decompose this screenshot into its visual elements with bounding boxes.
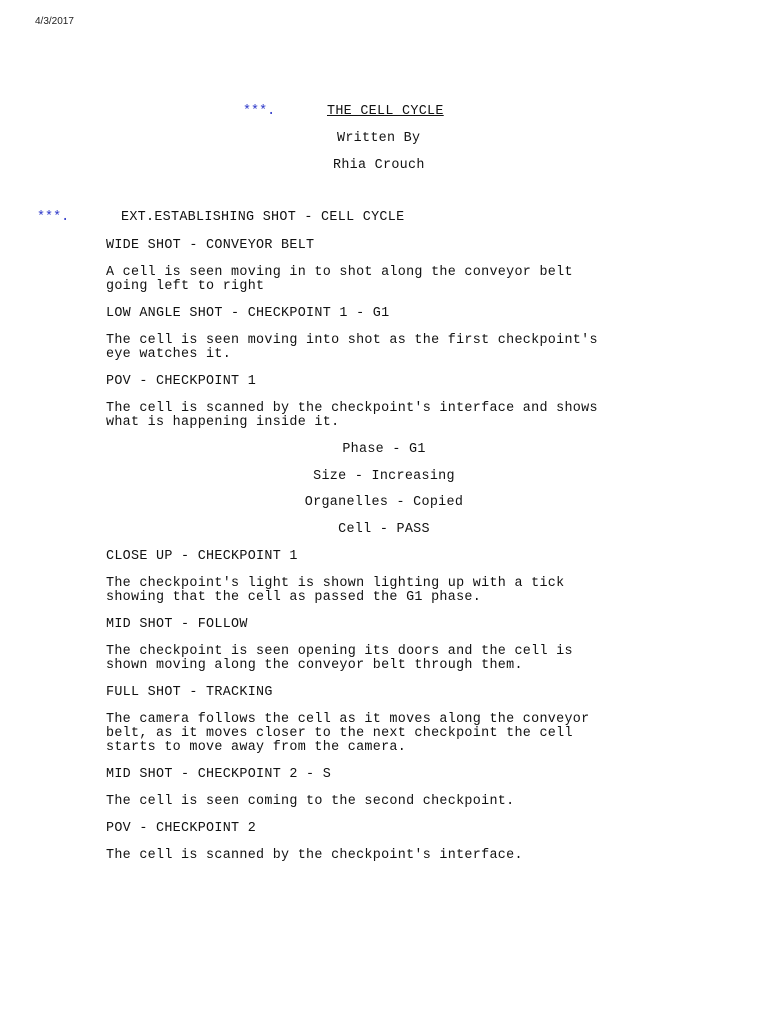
action-line: going left to right (106, 279, 265, 294)
readout-line: Organelles - Copied (304, 495, 464, 510)
action-line: The cell is scanned by the checkpoint's interface. (106, 848, 523, 863)
action-line: The cell is seen moving into shot as the first checkpoint's (106, 333, 598, 348)
scene-heading: EXT.ESTABLISHING SHOT - CELL CYCLE (121, 210, 405, 225)
print-date: 4/3/2017 (35, 16, 74, 27)
shot-heading: MID SHOT - FOLLOW (106, 617, 248, 632)
shot-heading: CLOSE UP - CHECKPOINT 1 (106, 549, 298, 564)
action-line: starts to move away from the camera. (106, 740, 407, 755)
revision-marker: ***. (243, 104, 276, 119)
action-line: belt, as it moves closer to the next checkpoint the cell (106, 726, 573, 741)
action-line: The checkpoint's light is shown lighting up with a tick (106, 576, 565, 591)
action-line: shown moving along the conveyor belt through them. (106, 658, 523, 673)
action-line: A cell is seen moving in to shot along the conveyor belt (106, 265, 573, 280)
action-line: showing that the cell as passed the G1 phase. (106, 590, 482, 605)
action-line: The checkpoint is seen opening its doors and the cell is (106, 644, 573, 659)
action-line: The cell is seen coming to the second checkpoint. (106, 794, 515, 809)
shot-heading: POV - CHECKPOINT 2 (106, 821, 257, 836)
action-line: eye watches it. (106, 347, 232, 362)
author-name: Rhia Crouch (333, 158, 425, 173)
revision-marker: ***. (37, 210, 70, 225)
script-title: THE CELL CYCLE (327, 104, 444, 119)
shot-heading: MID SHOT - CHECKPOINT 2 - S (106, 767, 332, 782)
shot-heading: WIDE SHOT - CONVEYOR BELT (106, 238, 315, 253)
readout-line: Size - Increasing (313, 469, 455, 484)
written-by-label: Written By (337, 131, 421, 146)
action-line: The cell is scanned by the checkpoint's interface and shows (106, 401, 598, 416)
shot-heading: FULL SHOT - TRACKING (106, 685, 273, 700)
readout-line: Cell - PASS (338, 522, 430, 537)
action-line: what is happening inside it. (106, 415, 340, 430)
action-line: The camera follows the cell as it moves along the conveyor (106, 712, 590, 727)
readout-line: Phase - G1 (342, 442, 426, 457)
shot-heading: LOW ANGLE SHOT - CHECKPOINT 1 - G1 (106, 306, 390, 321)
shot-heading: POV - CHECKPOINT 1 (106, 374, 257, 389)
